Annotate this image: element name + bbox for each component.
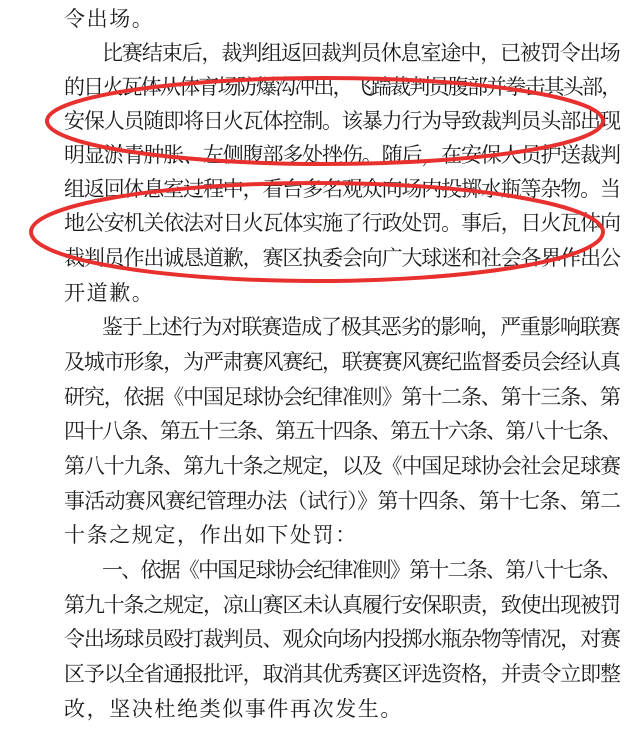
text-line: 第八十九条、第九十条之规定，以及《中国足球协会社会足球赛: [64, 454, 620, 478]
text-line: 研究，依据《中国足球协会纪律准则》第十二条、第十三条、第: [64, 385, 620, 409]
text-line: 四十八条、第五十三条、第五十四条、第五十六条、第八十七条、: [64, 419, 621, 443]
text-line: 裁判员作出诚恳道歉，赛区执委会向广大球迷和社会各界作出公: [64, 246, 620, 270]
text-line: 的日火瓦体从体育场防爆沟冲出，飞踹裁判员腹部并拳击其头部，: [64, 75, 621, 99]
paragraph-start: 一、依据《中国足球协会纪律准则》第十二条、第八十七条、: [102, 558, 621, 582]
text-line: 及城市形象，为严肃赛风赛纪，联赛赛风赛纪监督委员会经认真: [64, 350, 620, 374]
text-line: 安保人员随即将日火瓦体控制。该暴力行为导致裁判员头部出现: [64, 109, 620, 133]
text-line: 事活动赛风赛纪管理办法（试行）》第十四条、第十七条、第二: [64, 489, 621, 513]
text-line: 改，坚决杜绝类似事件再次发生。: [64, 697, 403, 721]
text-line: 地公安机关依法对日火瓦体实施了行政处罚。事后，日火瓦体向: [64, 211, 620, 235]
text-line: 令出场球员殴打裁判员、观众向场内投掷水瓶杂物等情况，对赛: [64, 627, 620, 651]
text-line: 明显淤青肿胀、左侧腹部多处挫伤。随后，在安保人员护送裁判: [64, 143, 620, 167]
text-line: 第九十条之规定，凉山赛区未认真履行安保职责，致使出现被罚: [64, 593, 620, 617]
text-line: 令出场。: [64, 7, 155, 31]
text-line: 开道歉。: [64, 281, 155, 305]
paragraph-start: 比赛结束后，裁判组返回裁判员休息室途中，已被罚令出场: [102, 41, 620, 65]
text-line: 十条之规定，作出如下处罚：: [64, 523, 358, 547]
paragraph-start: 鉴于上述行为对联赛造成了极其恶劣的影响，严重影响联赛: [102, 315, 620, 339]
text-line: 组返回休息室过程中，看台多名观众向场内投掷水瓶等杂物。当: [64, 177, 620, 201]
text-line: 区予以全省通报批评，取消其优秀赛区评选资格，并责令立即整: [64, 662, 620, 686]
